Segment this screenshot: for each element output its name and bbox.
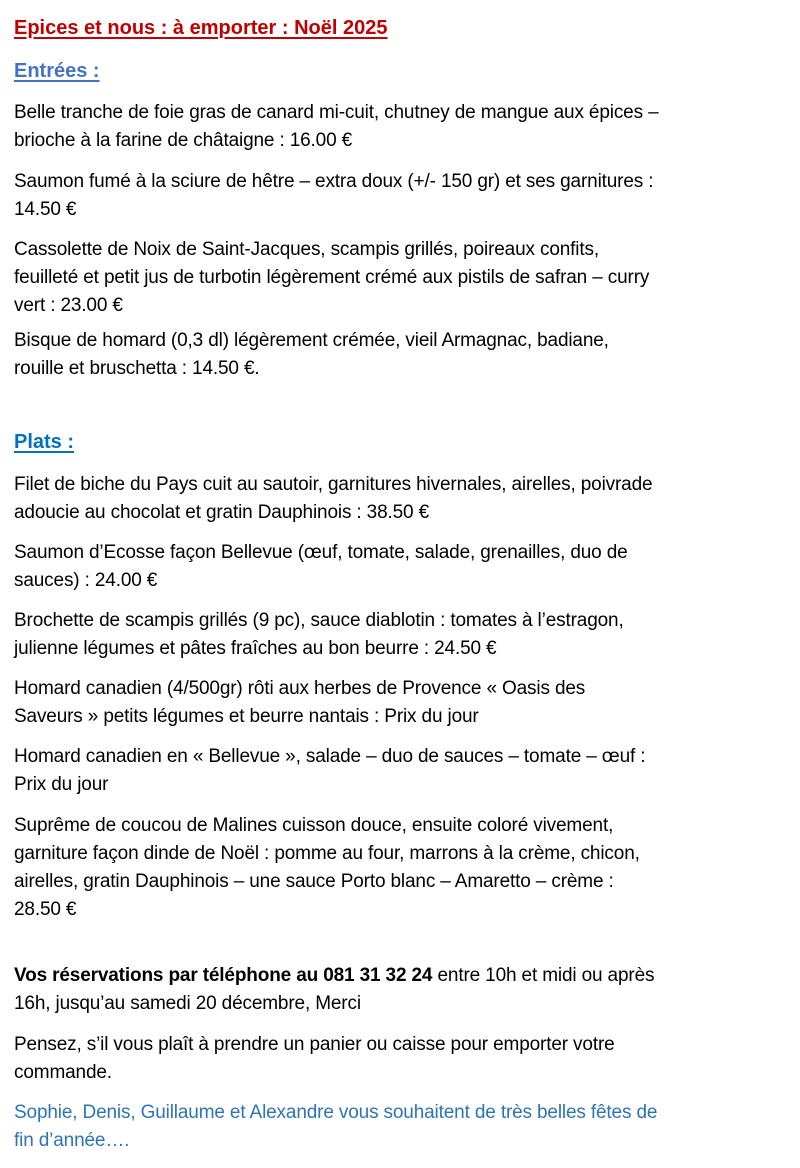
section-heading-entrees: Entrées : — [14, 60, 100, 82]
menu-item-supreme-coucou: Suprême de coucou de Malines cuisson douce, ensuite coloré vivement, garniture façon dinde de Noël : pomme au four, marrons à la crème, chicon, airelles, gratin Dauphinois – une sauce Porto blanc – Amaretto – crème : 28.50 € — [14, 815, 640, 920]
menu-item-homard-provence: Homard canadien (4/500gr) rôti aux herbes de Provence « Oasis des Saveurs » petits légumes et beurre nantais : Prix du jour — [14, 678, 586, 727]
reminder-text: Pensez, s’il vous plaît à prendre un panier ou caisse pour emporter votre commande. — [14, 1034, 615, 1083]
reservation-phone-text: Vos réservations par téléphone au 081 31 32 24 — [14, 965, 433, 986]
menu-item-saumon-ecosse: Saumon d’Ecosse façon Bellevue (œuf, tomate, salade, grenailles, duo de sauces) : 24.00 € — [14, 542, 628, 591]
menu-item-cassolette: Cassolette de Noix de Saint-Jacques, scampis grillés, poireaux confits, feuilleté et petit jus de turbotin légèrement crémé aux pistils de safran – curry vert : 23.00 € — [14, 239, 650, 316]
closing-wishes: Sophie, Denis, Guillaume et Alexandre vous souhaitent de très belles fêtes de fin d’année…. — [14, 1102, 658, 1151]
menu-item-foie-gras: Belle tranche de foie gras de canard mi-cuit, chutney de mangue aux épices – brioche à la farine de châtaigne : 16.00 € — [14, 102, 659, 151]
menu-item-brochette-scampis: Brochette de scampis grillés (9 pc), sauce diablotin : tomates à l’estragon, julienne légumes et pâtes fraîches au bon beurre : 24.50 € — [14, 610, 624, 659]
document-title: Epices et nous : à emporter : Noël 2025 — [14, 17, 388, 39]
menu-item-homard-bellevue: Homard canadien en « Bellevue », salade – duo de sauces – tomate – œuf : Prix du jour — [14, 746, 646, 795]
section-heading-plats: Plats : — [14, 431, 75, 453]
menu-item-bisque: Bisque de homard (0,3 dl) légèrement crémée, vieil Armagnac, badiane, rouille et bruschetta : 14.50 €. — [14, 330, 609, 379]
menu-item-filet-biche: Filet de biche du Pays cuit au sautoir, garnitures hivernales, airelles, poivrade adoucie au chocolat et gratin Dauphinois : 38.50 € — [14, 474, 653, 523]
reservation-info: Vos réservations par téléphone au 081 31 32 24 entre 10h et midi ou après 16h, jusqu’au samedi 20 décembre, Merci — [14, 965, 655, 1014]
menu-item-saumon-fume: Saumon fumé à la sciure de hêtre – extra doux (+/- 150 gr) et ses garnitures : 14.50 € — [14, 171, 654, 220]
